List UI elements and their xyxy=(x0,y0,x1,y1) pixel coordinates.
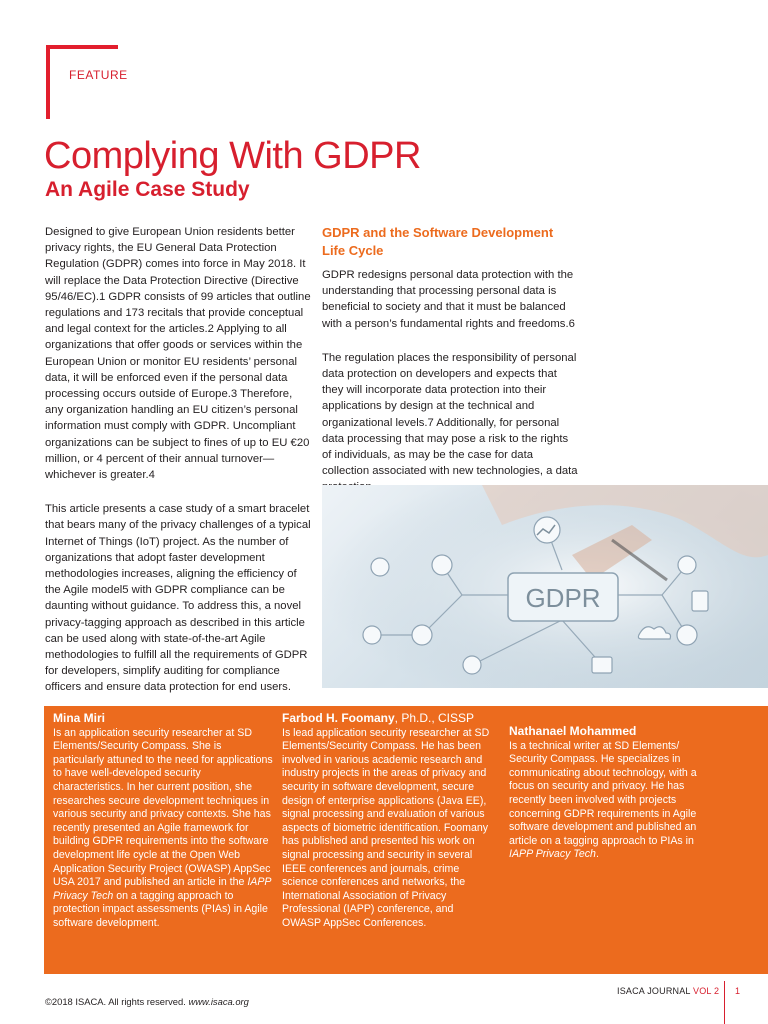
document-icon xyxy=(692,591,708,611)
id-card-icon xyxy=(592,657,612,673)
chart-icon xyxy=(534,517,560,543)
email-icon xyxy=(432,555,452,575)
section-heading: GDPR and the Software Development Life Cycle xyxy=(322,225,554,258)
author-bio xyxy=(509,725,719,862)
author-name: Farbod H. Foomany, Ph.D., CISSP xyxy=(282,711,475,725)
settings-icon xyxy=(463,656,481,674)
article-title: Complying With GDPR xyxy=(44,135,421,177)
left-column xyxy=(45,224,311,714)
wifi-icon xyxy=(371,558,389,576)
footer-divider xyxy=(724,981,725,1024)
paragraph: This article presents a case study of a smart bracelet that bears many of the privacy challenges of a typical Internet of Things (IoT) project. As the number of organizations that adopt faster development methodologies increases, aligning the efficiency of the Agile model5 with GDPR compliance can be daunting without guidance. To address this, a novel privacy-tagging approach as described in this article can be used along with state-of-the-art Agile methodologies to fulfill all the requirements of GDPR for developers, simplify auditing for compliance officers and ensure data protection for end users. xyxy=(45,503,311,694)
clock-icon xyxy=(412,625,432,645)
page-number: 1 xyxy=(735,986,741,996)
copyright: ©2018 ISACA. All rights reserved. www.isaca.org xyxy=(45,996,249,1007)
paragraph: Designed to give European Union residents better privacy rights, the EU General Data Protection Regulation (GDPR) comes into force in May 2018. It will replace the Data Protection Directive (Directive 95/46/EC).1 GDPR consists of 99 articles that outline regulations and 173 recitals that provide conceptual and legal context for the articles.2 Applying to all organizations that offer goods or services within the European Union or monitor EU residents’ personal data, it will be enforced even if the personal data processing occurs outside of Europe.3 Therefore, any organization handling an EU citizen’s personal information must comply with GDPR. Uncompliant organizations can be subject to fines of up to EU €20 million, or 4 percent of their annual turnover—whichever is greater.4 xyxy=(45,226,311,482)
website-link[interactable]: www.isaca.org xyxy=(188,996,249,1007)
gdpr-text: GDPR xyxy=(525,583,601,613)
author-description: Is a technical writer at SD Elements/ Security Compass. He specializes in communicating about technology, with a focus on security and privacy. He has recently been involved with projects concerning GDPR requirements in Agile software development and published an article on a tagging approach to PIAs in IAPP Privacy Tech. xyxy=(509,739,697,861)
journal-volume: VOL 2 xyxy=(693,986,720,996)
author-bio xyxy=(53,712,273,931)
network-icon xyxy=(363,626,381,644)
author-bio xyxy=(282,712,494,931)
author-description: Is an application security researcher at SD Elements/Security Compass. She is particularly attuned to the need for applications to have well-developed security characteristics. In her current position, she researches secure development techniques in various security and privacy contexts. She has recently presented an Agile framework for building GDPR requirements into the software development life cycle at the Open Web Application Security Project (OWASP) AppSec USA 2017 and published an article in the IAPP Privacy Tech on a tagging approach to protection impact assessments (PIAs) in Agile software development. xyxy=(53,726,273,929)
gear-icon xyxy=(678,556,696,574)
network-graphic xyxy=(322,485,768,688)
right-column xyxy=(322,267,580,514)
journal-info: ISACA JOURNAL VOL 2 xyxy=(617,986,720,996)
gdpr-illustration xyxy=(322,485,768,688)
lock-icon xyxy=(677,625,697,645)
corner-bracket-vertical xyxy=(46,45,50,119)
author-name: Mina Miri xyxy=(53,711,106,725)
paragraph: GDPR redesigns personal data protection with the understanding that processing personal data is beneficial to society and that it must be balanced with a person’s fundamental rights and freedoms.6 xyxy=(322,269,575,330)
paragraph: The regulation places the responsibility of personal data protection on developers and expects that they will incorporate data protection into their applications by design at the technical and organizational levels.7 Additionally, for personal data processing that may pose a risk to the rights of individuals, as may be the case for data collection associated with new technologies, a data xyxy=(322,351,578,478)
author-credentials: , Ph.D., CISSP xyxy=(394,711,475,725)
article-subtitle: An Agile Case Study xyxy=(45,178,250,201)
corner-bracket-horizontal xyxy=(46,45,118,49)
feature-label: FEATURE xyxy=(69,68,128,82)
author-description: Is lead application security researcher at SD Elements/Security Compass. He has been involved in various academic research and industry projects in the areas of privacy and security in software development, secure design of enterprise applications (Java EE), signal processing and evaluation of various aspects of biometric identification. Foomany has published and presented his work on signal processing and security in several IEEE conferences and journals, crime science conferences and networks, the International Association of Privacy Professional (IAPP) conference, and OWASP AppSec Conferences. xyxy=(282,726,490,929)
author-name: Nathanael Mohammed xyxy=(509,724,637,738)
